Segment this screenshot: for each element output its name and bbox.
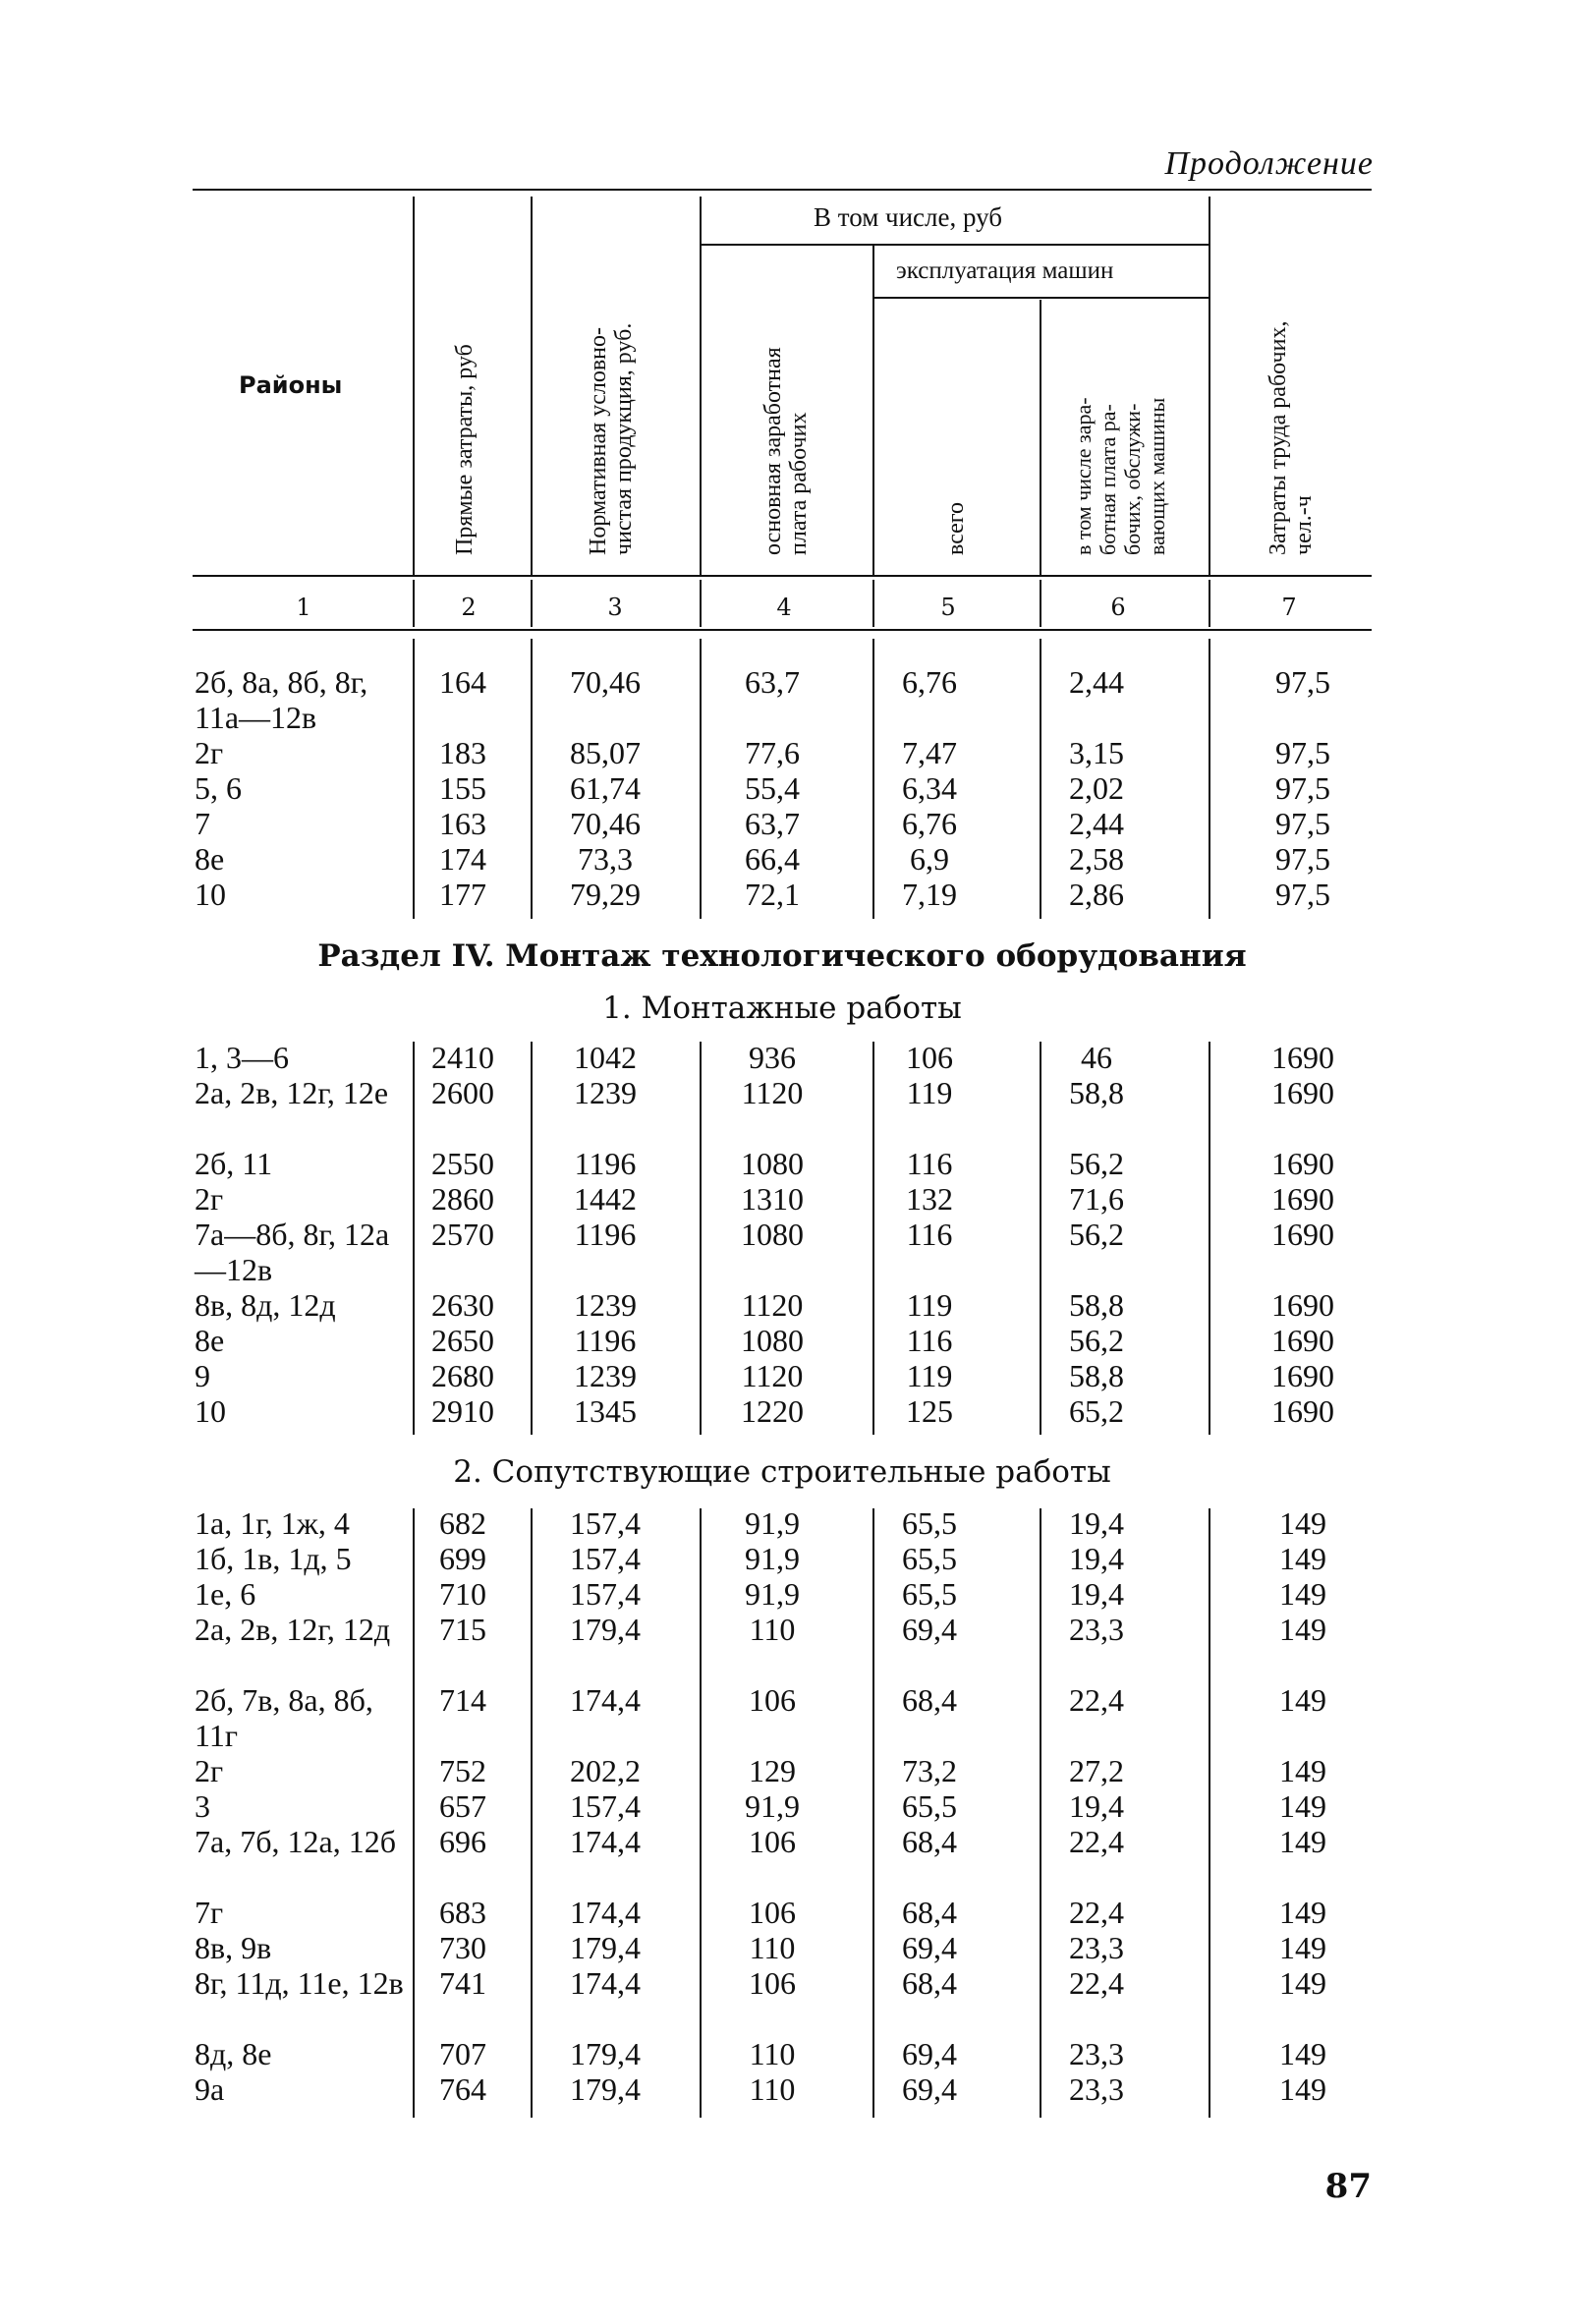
value-cell: 1042 xyxy=(574,1040,637,1075)
column-number: 4 xyxy=(776,594,792,621)
value-cell: 2910 xyxy=(431,1393,494,1429)
value-cell: 68,4 xyxy=(902,1965,957,2001)
value-cell: 2860 xyxy=(431,1181,494,1217)
value-cell: 97,5 xyxy=(1275,664,1330,700)
value-cell: 157,4 xyxy=(570,1505,641,1541)
value-cell: 91,9 xyxy=(745,1541,800,1576)
value-cell: 71,6 xyxy=(1069,1181,1124,1217)
value-cell: 1080 xyxy=(741,1217,804,1252)
header-regions: Районы xyxy=(239,371,343,399)
value-cell: 119 xyxy=(906,1358,953,1393)
column-number: 3 xyxy=(607,594,623,621)
value-cell: 149 xyxy=(1279,1788,1326,1824)
header-divider xyxy=(700,580,702,627)
value-cell: 1120 xyxy=(741,1358,804,1393)
value-cell: 149 xyxy=(1279,1824,1326,1859)
region-cell: 1, 3—6 xyxy=(195,1040,289,1075)
continuation-label: Продолжение xyxy=(1164,145,1374,182)
value-cell: 19,4 xyxy=(1069,1541,1124,1576)
value-cell: 2,58 xyxy=(1069,841,1124,877)
value-cell: 56,2 xyxy=(1069,1146,1124,1181)
value-cell: 174,4 xyxy=(570,1682,641,1718)
header-machine-wage: в том числе зара- ботная плата ра- бочих, обслужи- вающих машины xyxy=(1071,397,1169,555)
region-cell: 2б, 11 xyxy=(195,1146,273,1181)
header-divider xyxy=(413,197,415,575)
value-cell: 1239 xyxy=(574,1075,637,1110)
value-cell: 2,86 xyxy=(1069,877,1124,912)
value-cell: 66,4 xyxy=(745,841,800,877)
value-cell: 97,5 xyxy=(1275,770,1330,806)
header-net-product: Нормативная условно- чистая продукция, руб. xyxy=(586,322,637,555)
region-cell: 2г xyxy=(195,1181,224,1217)
region-cell: 8д, 8е xyxy=(195,2036,272,2071)
value-cell: 2,44 xyxy=(1069,664,1124,700)
value-cell: 696 xyxy=(439,1824,486,1859)
value-cell: 1442 xyxy=(574,1181,637,1217)
region-cell: 9 xyxy=(195,1358,210,1393)
header-labor-costs: Затраты труда рабочих, чел.-ч xyxy=(1266,320,1317,555)
value-cell: 65,2 xyxy=(1069,1393,1124,1429)
value-cell: 19,4 xyxy=(1069,1505,1124,1541)
column-divider xyxy=(413,639,415,919)
column-divider xyxy=(531,639,533,919)
region-cell: 10 xyxy=(195,877,226,912)
group-rule xyxy=(700,244,1210,246)
value-cell: 1690 xyxy=(1271,1393,1334,1429)
value-cell: 97,5 xyxy=(1275,877,1330,912)
subsection-title: 2. Сопутствующие строительные работы xyxy=(453,1454,1111,1490)
value-cell: 682 xyxy=(439,1505,486,1541)
value-cell: 79,29 xyxy=(570,877,641,912)
value-cell: 56,2 xyxy=(1069,1323,1124,1358)
value-cell: 22,4 xyxy=(1069,1895,1124,1930)
region-cell: 8в, 9в xyxy=(195,1930,272,1965)
value-cell: 22,4 xyxy=(1069,1965,1124,2001)
value-cell: 6,76 xyxy=(902,664,957,700)
value-cell: 1239 xyxy=(574,1358,637,1393)
region-cell: 8в, 8д, 12д xyxy=(195,1287,336,1323)
value-cell: 19,4 xyxy=(1069,1788,1124,1824)
region-cell: 1е, 6 xyxy=(195,1576,256,1612)
column-number: 7 xyxy=(1281,594,1297,621)
value-cell: 1310 xyxy=(741,1181,804,1217)
region-cell: 2б, 7в, 8а, 8б, 11г xyxy=(195,1682,373,1753)
column-divider xyxy=(413,1508,415,2118)
value-cell: 174,4 xyxy=(570,1824,641,1859)
value-cell: 1690 xyxy=(1271,1146,1334,1181)
value-cell: 7,19 xyxy=(902,877,957,912)
value-cell: 110 xyxy=(749,2036,796,2071)
value-cell: 22,4 xyxy=(1069,1824,1124,1859)
value-cell: 91,9 xyxy=(745,1788,800,1824)
value-cell: 58,8 xyxy=(1069,1287,1124,1323)
value-cell: 1196 xyxy=(574,1146,637,1181)
value-cell: 157,4 xyxy=(570,1541,641,1576)
region-cell: 7а—8б, 8г, 12а—12в xyxy=(195,1217,390,1287)
value-cell: 157,4 xyxy=(570,1788,641,1824)
value-cell: 730 xyxy=(439,1930,486,1965)
value-cell: 2600 xyxy=(431,1075,494,1110)
value-cell: 106 xyxy=(749,1965,796,2001)
value-cell: 110 xyxy=(749,1930,796,1965)
value-cell: 68,4 xyxy=(902,1824,957,1859)
value-cell: 6,34 xyxy=(902,770,957,806)
value-cell: 1196 xyxy=(574,1323,637,1358)
region-cell: 7а, 7б, 12а, 12б xyxy=(195,1824,396,1859)
table-top-rule xyxy=(193,189,1372,191)
value-cell: 1690 xyxy=(1271,1217,1334,1252)
value-cell: 63,7 xyxy=(745,664,800,700)
value-cell: 1120 xyxy=(741,1287,804,1323)
value-cell: 23,3 xyxy=(1069,1612,1124,1647)
value-cell: 710 xyxy=(439,1576,486,1612)
region-cell: 7 xyxy=(195,806,210,841)
value-cell: 91,9 xyxy=(745,1505,800,1541)
value-cell: 1690 xyxy=(1271,1323,1334,1358)
value-cell: 91,9 xyxy=(745,1576,800,1612)
value-cell: 68,4 xyxy=(902,1682,957,1718)
value-cell: 70,46 xyxy=(570,806,641,841)
region-cell: 2а, 2в, 12г, 12д xyxy=(195,1612,391,1647)
value-cell: 179,4 xyxy=(570,2071,641,2107)
value-cell: 97,5 xyxy=(1275,841,1330,877)
region-cell: 5, 6 xyxy=(195,770,242,806)
value-cell: 110 xyxy=(749,2071,796,2107)
value-cell: 1690 xyxy=(1271,1287,1334,1323)
header-divider xyxy=(1040,580,1041,627)
region-cell: 1б, 1в, 1д, 5 xyxy=(195,1541,352,1576)
value-cell: 1239 xyxy=(574,1287,637,1323)
column-divider xyxy=(700,639,702,919)
column-number: 2 xyxy=(461,594,477,621)
column-numbers-rule xyxy=(193,629,1372,631)
value-cell: 27,2 xyxy=(1069,1753,1124,1788)
value-cell: 2410 xyxy=(431,1040,494,1075)
region-cell: 3 xyxy=(195,1788,210,1824)
region-cell: 8е xyxy=(195,1323,225,1358)
page-number: 87 xyxy=(1324,2167,1372,2206)
header-divider xyxy=(1040,300,1041,575)
value-cell: 23,3 xyxy=(1069,2071,1124,2107)
region-cell: 2б, 8а, 8б, 8г, 11а—12в xyxy=(195,664,368,735)
value-cell: 85,07 xyxy=(570,735,641,770)
value-cell: 3,15 xyxy=(1069,735,1124,770)
value-cell: 1196 xyxy=(574,1217,637,1252)
value-cell: 149 xyxy=(1279,1576,1326,1612)
value-cell: 149 xyxy=(1279,1541,1326,1576)
section-title: Раздел IV. Монтаж технологического оборудования xyxy=(317,938,1247,974)
value-cell: 106 xyxy=(749,1895,796,1930)
value-cell: 714 xyxy=(439,1682,486,1718)
value-cell: 68,4 xyxy=(902,1895,957,1930)
header-total: всего xyxy=(943,501,969,555)
value-cell: 110 xyxy=(749,1612,796,1647)
column-divider xyxy=(1209,1508,1210,2118)
value-cell: 149 xyxy=(1279,1753,1326,1788)
value-cell: 55,4 xyxy=(745,770,800,806)
value-cell: 1120 xyxy=(741,1075,804,1110)
value-cell: 65,5 xyxy=(902,1576,957,1612)
value-cell: 1690 xyxy=(1271,1181,1334,1217)
value-cell: 174 xyxy=(439,841,486,877)
value-cell: 106 xyxy=(749,1824,796,1859)
value-cell: 149 xyxy=(1279,1505,1326,1541)
value-cell: 69,4 xyxy=(902,2071,957,2107)
value-cell: 179,4 xyxy=(570,2036,641,2071)
value-cell: 116 xyxy=(906,1217,953,1252)
value-cell: 936 xyxy=(749,1040,796,1075)
value-cell: 77,6 xyxy=(745,735,800,770)
value-cell: 23,3 xyxy=(1069,2036,1124,2071)
region-cell: 7г xyxy=(195,1895,224,1930)
value-cell: 97,5 xyxy=(1275,735,1330,770)
header-group: В том числе, руб xyxy=(814,202,1003,232)
value-cell: 155 xyxy=(439,770,486,806)
value-cell: 183 xyxy=(439,735,486,770)
value-cell: 106 xyxy=(906,1040,953,1075)
header-divider xyxy=(872,246,874,575)
value-cell: 97,5 xyxy=(1275,806,1330,841)
header-divider xyxy=(872,580,874,627)
value-cell: 73,2 xyxy=(902,1753,957,1788)
value-cell: 149 xyxy=(1279,1930,1326,1965)
region-cell: 2а, 2в, 12г, 12е xyxy=(195,1075,389,1110)
value-cell: 174,4 xyxy=(570,1895,641,1930)
region-cell: 10 xyxy=(195,1393,226,1429)
value-cell: 715 xyxy=(439,1612,486,1647)
value-cell: 69,4 xyxy=(902,1930,957,1965)
value-cell: 164 xyxy=(439,664,486,700)
value-cell: 116 xyxy=(906,1146,953,1181)
value-cell: 65,5 xyxy=(902,1788,957,1824)
value-cell: 179,4 xyxy=(570,1612,641,1647)
value-cell: 23,3 xyxy=(1069,1930,1124,1965)
value-cell: 699 xyxy=(439,1541,486,1576)
subgroup-rule xyxy=(874,297,1210,299)
value-cell: 157,4 xyxy=(570,1576,641,1612)
value-cell: 149 xyxy=(1279,1965,1326,2001)
value-cell: 149 xyxy=(1279,2071,1326,2107)
value-cell: 19,4 xyxy=(1069,1576,1124,1612)
value-cell: 61,74 xyxy=(570,770,641,806)
value-cell: 58,8 xyxy=(1069,1075,1124,1110)
value-cell: 764 xyxy=(439,2071,486,2107)
value-cell: 63,7 xyxy=(745,806,800,841)
header-machine-operation: эксплуатация машин xyxy=(896,257,1114,284)
value-cell: 119 xyxy=(906,1287,953,1323)
column-divider xyxy=(413,1042,415,1435)
value-cell: 2650 xyxy=(431,1323,494,1358)
header-divider xyxy=(700,197,702,575)
value-cell: 1690 xyxy=(1271,1075,1334,1110)
region-cell: 1а, 1г, 1ж, 4 xyxy=(195,1505,350,1541)
value-cell: 1080 xyxy=(741,1323,804,1358)
value-cell: 683 xyxy=(439,1895,486,1930)
value-cell: 58,8 xyxy=(1069,1358,1124,1393)
value-cell: 741 xyxy=(439,1965,486,2001)
value-cell: 106 xyxy=(749,1682,796,1718)
column-number: 6 xyxy=(1110,594,1126,621)
header-divider xyxy=(1209,580,1210,627)
header-divider xyxy=(531,197,533,575)
value-cell: 132 xyxy=(906,1181,953,1217)
column-divider xyxy=(1209,1042,1210,1435)
header-bottom-rule xyxy=(193,575,1372,577)
value-cell: 6,76 xyxy=(902,806,957,841)
header-direct-costs: Прямые затраты, руб xyxy=(452,344,478,555)
subsection-title: 1. Монтажные работы xyxy=(602,991,962,1026)
region-cell: 8е xyxy=(195,841,225,877)
value-cell: 65,5 xyxy=(902,1541,957,1576)
value-cell: 1220 xyxy=(741,1393,804,1429)
value-cell: 56,2 xyxy=(1069,1217,1124,1252)
column-divider xyxy=(700,1508,702,2118)
value-cell: 179,4 xyxy=(570,1930,641,1965)
value-cell: 116 xyxy=(906,1323,953,1358)
value-cell: 119 xyxy=(906,1075,953,1110)
header-divider xyxy=(1209,197,1210,575)
value-cell: 7,47 xyxy=(902,735,957,770)
value-cell: 70,46 xyxy=(570,664,641,700)
value-cell: 65,5 xyxy=(902,1505,957,1541)
value-cell: 2,02 xyxy=(1069,770,1124,806)
column-divider xyxy=(1209,639,1210,919)
region-cell: 2г xyxy=(195,735,224,770)
value-cell: 149 xyxy=(1279,2036,1326,2071)
header-divider xyxy=(531,580,533,627)
value-cell: 69,4 xyxy=(902,1612,957,1647)
value-cell: 2630 xyxy=(431,1287,494,1323)
value-cell: 73,3 xyxy=(578,841,633,877)
value-cell: 1080 xyxy=(741,1146,804,1181)
value-cell: 149 xyxy=(1279,1682,1326,1718)
column-divider xyxy=(531,1042,533,1435)
value-cell: 1690 xyxy=(1271,1040,1334,1075)
value-cell: 69,4 xyxy=(902,2036,957,2071)
header-divider xyxy=(413,580,415,627)
column-number: 5 xyxy=(940,594,956,621)
column-divider xyxy=(700,1042,702,1435)
value-cell: 174,4 xyxy=(570,1965,641,2001)
value-cell: 2680 xyxy=(431,1358,494,1393)
value-cell: 707 xyxy=(439,2036,486,2071)
value-cell: 177 xyxy=(439,877,486,912)
column-divider xyxy=(531,1508,533,2118)
header-base-wage: основная заработная плата рабочих xyxy=(760,347,812,555)
value-cell: 657 xyxy=(439,1788,486,1824)
value-cell: 1690 xyxy=(1271,1358,1334,1393)
value-cell: 72,1 xyxy=(745,877,800,912)
value-cell: 6,9 xyxy=(910,841,949,877)
column-number: 1 xyxy=(296,594,311,621)
value-cell: 129 xyxy=(749,1753,796,1788)
value-cell: 149 xyxy=(1279,1612,1326,1647)
value-cell: 752 xyxy=(439,1753,486,1788)
region-cell: 8г, 11д, 11е, 12в xyxy=(195,1965,404,2001)
region-cell: 2г xyxy=(195,1753,224,1788)
region-cell: 9а xyxy=(195,2071,225,2107)
value-cell: 149 xyxy=(1279,1895,1326,1930)
value-cell: 2550 xyxy=(431,1146,494,1181)
value-cell: 22,4 xyxy=(1069,1682,1124,1718)
value-cell: 2,44 xyxy=(1069,806,1124,841)
value-cell: 46 xyxy=(1081,1040,1112,1075)
value-cell: 163 xyxy=(439,806,486,841)
value-cell: 2570 xyxy=(431,1217,494,1252)
value-cell: 125 xyxy=(906,1393,953,1429)
value-cell: 202,2 xyxy=(570,1753,641,1788)
value-cell: 1345 xyxy=(574,1393,637,1429)
